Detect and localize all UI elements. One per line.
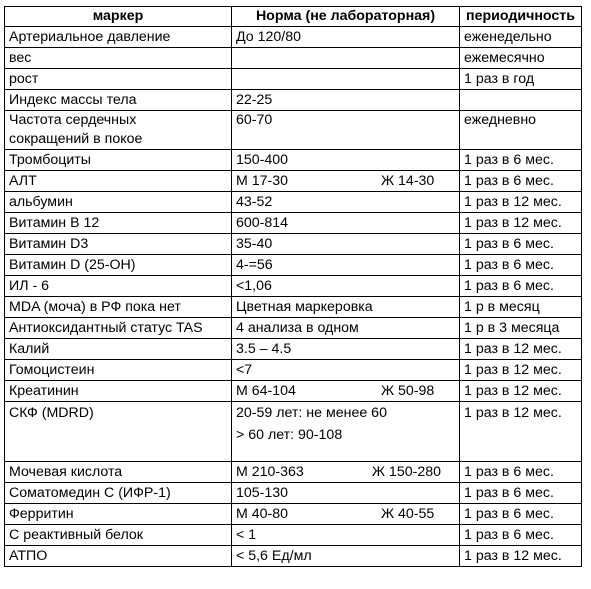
period-cell: 1 раз в 12 мес. [460, 546, 582, 567]
period-cell: 1 р в 3 месяца [460, 318, 582, 339]
period-cell: 1 раз в 6 мес. [460, 504, 582, 525]
norm-cell: 4-=56 [232, 255, 460, 276]
period-cell: еженедельно [460, 27, 582, 48]
norm-cell: 105-130 [232, 483, 460, 504]
norm-line: 20-59 лет: не менее 60 [236, 405, 387, 421]
norm-male: М 210-363 [236, 464, 304, 480]
header-marker: маркер [5, 7, 232, 27]
table-row [5, 546, 582, 567]
table-row [5, 90, 582, 111]
table-row [5, 171, 582, 192]
norm-cell [232, 402, 460, 462]
marker-cell: АЛТ [5, 171, 232, 192]
marker-cell: вес [5, 48, 232, 69]
period-cell: 1 раз в 6 мес. [460, 171, 582, 192]
table-row [5, 276, 582, 297]
period-cell: 1 раз в 12 мес. [460, 213, 582, 234]
period-cell: 1 раз в год [460, 69, 582, 90]
norm-cell: <7 [232, 360, 460, 381]
norm-cell [232, 48, 460, 69]
marker-cell: ИЛ - 6 [5, 276, 232, 297]
table-row [5, 402, 582, 462]
norm-cell [232, 69, 460, 90]
period-cell: 1 раз в 12 мес. [460, 360, 582, 381]
marker-cell: альбумин [5, 192, 232, 213]
table-row [5, 339, 582, 360]
marker-line: сокращений в покое [9, 131, 143, 147]
period-cell: 1 р в месяц [460, 297, 582, 318]
period-cell: 1 раз в 12 мес. [460, 402, 582, 462]
norm-cell: Цветная маркеровка [232, 297, 460, 318]
table-row [5, 27, 582, 48]
norm-cell: 600-814 [232, 213, 460, 234]
period-cell: 1 раз в 12 мес. [460, 339, 582, 360]
marker-cell: Гомоцистеин [5, 360, 232, 381]
norm-cell: До 120/80 [232, 27, 460, 48]
table-row [5, 525, 582, 546]
marker-line: Частота сердечных [9, 112, 137, 128]
marker-cell: Креатинин [5, 381, 232, 402]
norm-cell: 150-400 [232, 150, 460, 171]
norm-female: Ж 150-280 [371, 464, 441, 480]
norm-male: М 40-80 [236, 506, 289, 522]
norm-female: Ж 50-98 [381, 383, 435, 399]
marker-cell [5, 111, 232, 150]
marker-cell: MDA (моча) в РФ пока нет [5, 297, 232, 318]
table-row [5, 48, 582, 69]
table-row [5, 381, 582, 402]
table-row [5, 213, 582, 234]
norm-cell: <1,06 [232, 276, 460, 297]
norm-male: М 17-30 [236, 173, 289, 189]
header-row [5, 7, 582, 27]
norm-cell: 60-70 [232, 111, 460, 150]
marker-cell: СКФ (MDRD) [5, 402, 232, 462]
norm-cell: 35-40 [232, 234, 460, 255]
table-row [5, 255, 582, 276]
table-row [5, 462, 582, 483]
period-cell: 1 раз в 6 мес. [460, 255, 582, 276]
table-row [5, 111, 582, 150]
norm-male: М 64-104 [236, 383, 296, 399]
period-cell: 1 раз в 6 мес. [460, 462, 582, 483]
table-row [5, 150, 582, 171]
norm-cell [232, 504, 460, 525]
table-row [5, 483, 582, 504]
norm-cell: < 5,6 Ед/мл [232, 546, 460, 567]
period-cell: 1 раз в 12 мес. [460, 192, 582, 213]
period-cell: ежедневно [460, 111, 582, 150]
period-cell: 1 раз в 6 мес. [460, 150, 582, 171]
table-row [5, 192, 582, 213]
norm-cell [232, 381, 460, 402]
period-cell: 1 раз в 6 мес. [460, 525, 582, 546]
table-row [5, 234, 582, 255]
marker-table [4, 6, 582, 567]
norm-female: Ж 14-30 [381, 173, 435, 189]
header-period: периодичность [460, 7, 582, 27]
period-cell: 1 раз в 6 мес. [460, 276, 582, 297]
period-cell [460, 90, 582, 111]
norm-cell: 43-52 [232, 192, 460, 213]
table-row [5, 318, 582, 339]
norm-cell: 22-25 [232, 90, 460, 111]
marker-cell: Соматомедин С (ИФР-1) [5, 483, 232, 504]
marker-cell: С реактивный белок [5, 525, 232, 546]
marker-cell: Витамин D3 [5, 234, 232, 255]
marker-cell: Индекс массы тела [5, 90, 232, 111]
table-row [5, 504, 582, 525]
period-cell: 1 раз в 6 мес. [460, 483, 582, 504]
marker-cell: Антиоксидантный статус TAS [5, 318, 232, 339]
marker-cell: Витамин D (25-OH) [5, 255, 232, 276]
period-cell: 1 раз в 12 мес. [460, 381, 582, 402]
table-row [5, 297, 582, 318]
marker-cell: Мочевая кислота [5, 462, 232, 483]
norm-line: > 60 лет: 90-108 [236, 427, 343, 443]
period-cell: 1 раз в 6 мес. [460, 234, 582, 255]
marker-cell: Артериальное давление [5, 27, 232, 48]
norm-cell: < 1 [232, 525, 460, 546]
marker-cell: Тромбоциты [5, 150, 232, 171]
norm-cell: 3.5 – 4.5 [232, 339, 460, 360]
marker-cell: Ферритин [5, 504, 232, 525]
norm-cell [232, 462, 460, 483]
norm-cell [232, 171, 460, 192]
marker-cell: рост [5, 69, 232, 90]
marker-cell: Витамин В 12 [5, 213, 232, 234]
period-cell: ежемесячно [460, 48, 582, 69]
table-row [5, 360, 582, 381]
marker-cell: АТПО [5, 546, 232, 567]
norm-cell: 4 анализа в одном [232, 318, 460, 339]
table-row [5, 69, 582, 90]
header-norm: Норма (не лабораторная) [232, 7, 460, 27]
norm-female: Ж 40-55 [381, 506, 435, 522]
marker-cell: Калий [5, 339, 232, 360]
